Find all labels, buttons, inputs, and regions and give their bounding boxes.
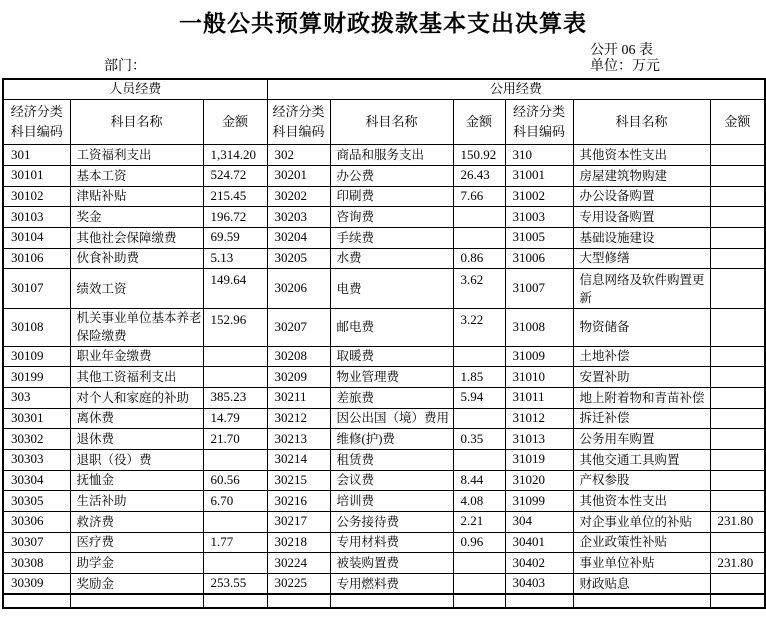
group-header-row [3,79,765,99]
amount-cell [710,532,765,553]
name-cell: 津贴补贴 [70,186,203,207]
amount-cell [710,367,765,388]
name-cell: 退职（役）费 [70,449,203,470]
code-cell: 30305 [3,491,70,512]
amount-cell [710,269,765,309]
amount-cell [710,429,765,450]
code-cell: 31019 [505,449,573,470]
name-cell: 职业年金缴费 [70,346,203,367]
table-row [3,227,765,248]
name-cell: 因公出国（境）费用 [330,408,453,429]
code-cell: 30308 [3,553,70,574]
amount-cell [710,449,765,470]
amount-cell [453,574,505,595]
table-row [3,387,765,408]
amount-cell [203,512,267,533]
name-cell: 专用设备购置 [573,207,710,228]
code-cell: 31020 [505,470,573,491]
code-cell: 30218 [267,532,330,553]
amount-cell: 1.77 [203,532,267,553]
name-cell: 企业政策性补贴 [573,532,710,553]
column-header-name: 科目名称 [573,99,710,144]
code-cell: 30403 [505,574,573,595]
column-header-code: 经济分类科目编码 [3,99,70,144]
name-cell: 办公费 [330,165,453,186]
unit-label: 单位：万元 [590,59,660,74]
table-row [3,512,765,533]
code-cell: 310 [505,145,573,166]
code-cell: 30304 [3,470,70,491]
name-cell [70,594,203,608]
code-cell: 30106 [3,248,70,269]
name-cell: 培训费 [330,491,453,512]
name-cell: 被装购置费 [330,553,453,574]
code-cell: 31013 [505,429,573,450]
table-row [3,145,765,166]
code-cell: 30401 [505,532,573,553]
column-header-name: 科目名称 [70,99,203,144]
amount-cell [710,574,765,595]
amount-cell: 0.35 [453,429,505,450]
amount-cell [710,309,765,346]
code-cell: 31009 [505,346,573,367]
name-cell: 其他资本性支出 [573,145,710,166]
amount-cell [453,449,505,470]
name-cell: 办公设备购置 [573,186,710,207]
amount-cell [710,145,765,166]
amount-cell [710,408,765,429]
code-cell [267,594,330,608]
amount-cell: 149.64 [203,269,267,309]
table-row [3,449,765,470]
name-cell: 专用材料费 [330,532,453,553]
amount-cell: 6.70 [203,491,267,512]
name-cell: 物业管理费 [330,367,453,388]
code-cell: 30212 [267,408,330,429]
code-cell: 31010 [505,367,573,388]
name-cell: 奖励金 [70,574,203,595]
amount-cell [710,491,765,512]
code-cell: 30101 [3,165,70,186]
amount-cell [203,553,267,574]
code-cell: 30306 [3,512,70,533]
code-cell: 30104 [3,227,70,248]
amount-cell [453,207,505,228]
table-row [3,553,765,574]
table-row [3,248,765,269]
amount-cell [453,227,505,248]
amount-cell: 0.86 [453,248,505,269]
amount-cell: 5.13 [203,248,267,269]
code-cell: 303 [3,387,70,408]
amount-cell: 21.70 [203,429,267,450]
column-header-name: 科目名称 [330,99,453,144]
table-row [3,367,765,388]
amount-cell: 3.62 [453,269,505,309]
code-cell: 31005 [505,227,573,248]
code-cell: 30309 [3,574,70,595]
code-cell: 31099 [505,491,573,512]
name-cell: 退休费 [70,429,203,450]
name-cell: 生活补助 [70,491,203,512]
code-cell: 302 [267,145,330,166]
name-cell: 咨询费 [330,207,453,228]
code-cell: 30402 [505,553,573,574]
amount-cell [710,470,765,491]
name-cell: 工资福利支出 [70,145,203,166]
name-cell: 商品和服务支出 [330,145,453,166]
code-cell: 30207 [267,309,330,346]
table-row [3,491,765,512]
column-header-amount: 金额 [203,99,267,144]
code-cell: 301 [3,145,70,166]
name-cell: 安置补助 [573,367,710,388]
amount-cell: 3.22 [453,309,505,346]
name-cell: 会议费 [330,470,453,491]
name-cell: 信息网络及软件购置更新 [573,269,710,309]
name-cell: 助学金 [70,553,203,574]
column-header-code: 经济分类科目编码 [267,99,330,144]
name-cell: 印刷费 [330,186,453,207]
code-cell: 30107 [3,269,70,309]
amount-cell: 385.23 [203,387,267,408]
name-cell: 维修(护)费 [330,429,453,450]
amount-cell [710,207,765,228]
code-cell [505,594,573,608]
name-cell: 其他交通工具购置 [573,449,710,470]
code-cell: 30301 [3,408,70,429]
code-cell: 30215 [267,470,330,491]
table-row-partial [3,594,765,608]
name-cell: 医疗费 [70,532,203,553]
table-row [3,165,765,186]
amount-cell: 1.85 [453,367,505,388]
code-cell: 30108 [3,309,70,346]
name-cell: 奖金 [70,207,203,228]
name-cell [330,594,453,608]
table-row [3,309,765,346]
name-cell: 大型修缮 [573,248,710,269]
table-row [3,574,765,595]
code-cell: 30203 [267,207,330,228]
name-cell: 基础设施建设 [573,227,710,248]
code-cell: 30216 [267,491,330,512]
amount-cell: 8.44 [453,470,505,491]
amount-cell [453,346,505,367]
code-cell: 30307 [3,532,70,553]
code-cell: 304 [505,512,573,533]
code-cell: 30213 [267,429,330,450]
code-cell [3,594,70,608]
code-cell: 30303 [3,449,70,470]
code-cell: 30302 [3,429,70,450]
code-cell: 30109 [3,346,70,367]
amount-cell [710,186,765,207]
column-header-code: 经济分类科目编码 [505,99,573,144]
amount-cell [710,346,765,367]
amount-cell: 524.72 [203,165,267,186]
name-cell: 财政贴息 [573,574,710,595]
name-cell: 对企事业单位的补贴 [573,512,710,533]
amount-cell [710,387,765,408]
code-cell: 31007 [505,269,573,309]
name-cell: 土地补偿 [573,346,710,367]
code-cell: 30206 [267,269,330,309]
amount-cell [710,165,765,186]
code-cell: 31002 [505,186,573,207]
name-cell: 地上附着物和青苗补偿 [573,387,710,408]
name-cell: 产权参股 [573,470,710,491]
name-cell: 取暖费 [330,346,453,367]
table-row [3,408,765,429]
name-cell: 拆迁补偿 [573,408,710,429]
amount-cell [203,449,267,470]
amount-cell [203,594,267,608]
table-row [3,429,765,450]
amount-cell: 231.80 [710,512,765,533]
name-cell: 手续费 [330,227,453,248]
code-cell: 30205 [267,248,330,269]
code-cell: 31012 [505,408,573,429]
amount-cell [203,346,267,367]
code-cell: 30209 [267,367,330,388]
amount-cell [710,227,765,248]
name-cell: 其他工资福利支出 [70,367,203,388]
amount-cell [453,408,505,429]
amount-cell [710,248,765,269]
amount-cell [710,594,765,608]
amount-cell: 7.66 [453,186,505,207]
name-cell: 基本工资 [70,165,203,186]
name-cell: 差旅费 [330,387,453,408]
amount-cell: 1,314.20 [203,145,267,166]
group-header-public: 公用经费 [267,79,765,99]
code-cell: 30201 [267,165,330,186]
name-cell: 抚恤金 [70,470,203,491]
amount-cell: 5.94 [453,387,505,408]
budget-table-body [3,145,765,609]
name-cell: 公务用车购置 [573,429,710,450]
name-cell: 事业单位补贴 [573,553,710,574]
amount-cell: 2.21 [453,512,505,533]
amount-cell: 196.72 [203,207,267,228]
amount-cell [453,594,505,608]
table-row [3,269,765,309]
name-cell: 其他资本性支出 [573,491,710,512]
name-cell: 公务接待费 [330,512,453,533]
table-row [3,186,765,207]
code-cell: 31011 [505,387,573,408]
code-cell: 30208 [267,346,330,367]
table-row [3,532,765,553]
name-cell: 专用燃料费 [330,574,453,595]
code-cell: 30199 [3,367,70,388]
amount-cell: 215.45 [203,186,267,207]
table-row [3,346,765,367]
code-cell: 30224 [267,553,330,574]
amount-cell [453,553,505,574]
amount-cell: 4.08 [453,491,505,512]
amount-cell: 14.79 [203,408,267,429]
name-cell: 救济费 [70,512,203,533]
column-header-row [3,99,765,144]
code-cell: 30102 [3,186,70,207]
name-cell: 邮电费 [330,309,453,346]
sheet-number-label: 公开 06 表 [590,43,653,58]
code-cell: 30225 [267,574,330,595]
code-cell: 30202 [267,186,330,207]
column-header-amount: 金额 [453,99,505,144]
code-cell: 31003 [505,207,573,228]
name-cell: 水费 [330,248,453,269]
amount-cell: 253.55 [203,574,267,595]
amount-cell: 231.80 [710,553,765,574]
amount-cell: 69.59 [203,227,267,248]
amount-cell: 26.43 [453,165,505,186]
group-header-personnel: 人员经费 [3,79,267,99]
name-cell: 绩效工资 [70,269,203,309]
code-cell: 31001 [505,165,573,186]
amount-cell [203,367,267,388]
code-cell: 30103 [3,207,70,228]
code-cell: 30217 [267,512,330,533]
name-cell: 电费 [330,269,453,309]
amount-cell: 60.56 [203,470,267,491]
name-cell: 对个人和家庭的补助 [70,387,203,408]
budget-table [2,78,766,609]
page-title: 一般公共预算财政拨款基本支出决算表 [179,10,587,36]
code-cell: 31008 [505,309,573,346]
amount-cell: 152.96 [203,309,267,346]
name-cell [573,594,710,608]
code-cell: 31006 [505,248,573,269]
name-cell: 物资储备 [573,309,710,346]
amount-cell: 0.96 [453,532,505,553]
department-label: 部门： [104,59,146,74]
code-cell: 30214 [267,449,330,470]
name-cell: 其他社会保障缴费 [70,227,203,248]
name-cell: 租赁费 [330,449,453,470]
column-header-amount: 金额 [710,99,765,144]
name-cell: 伙食补助费 [70,248,203,269]
table-row [3,470,765,491]
amount-cell: 150.92 [453,145,505,166]
name-cell: 离休费 [70,408,203,429]
name-cell: 机关事业单位基本养老保险缴费 [70,309,203,346]
code-cell: 30211 [267,387,330,408]
name-cell: 房屋建筑物购建 [573,165,710,186]
code-cell: 30204 [267,227,330,248]
table-row [3,207,765,228]
